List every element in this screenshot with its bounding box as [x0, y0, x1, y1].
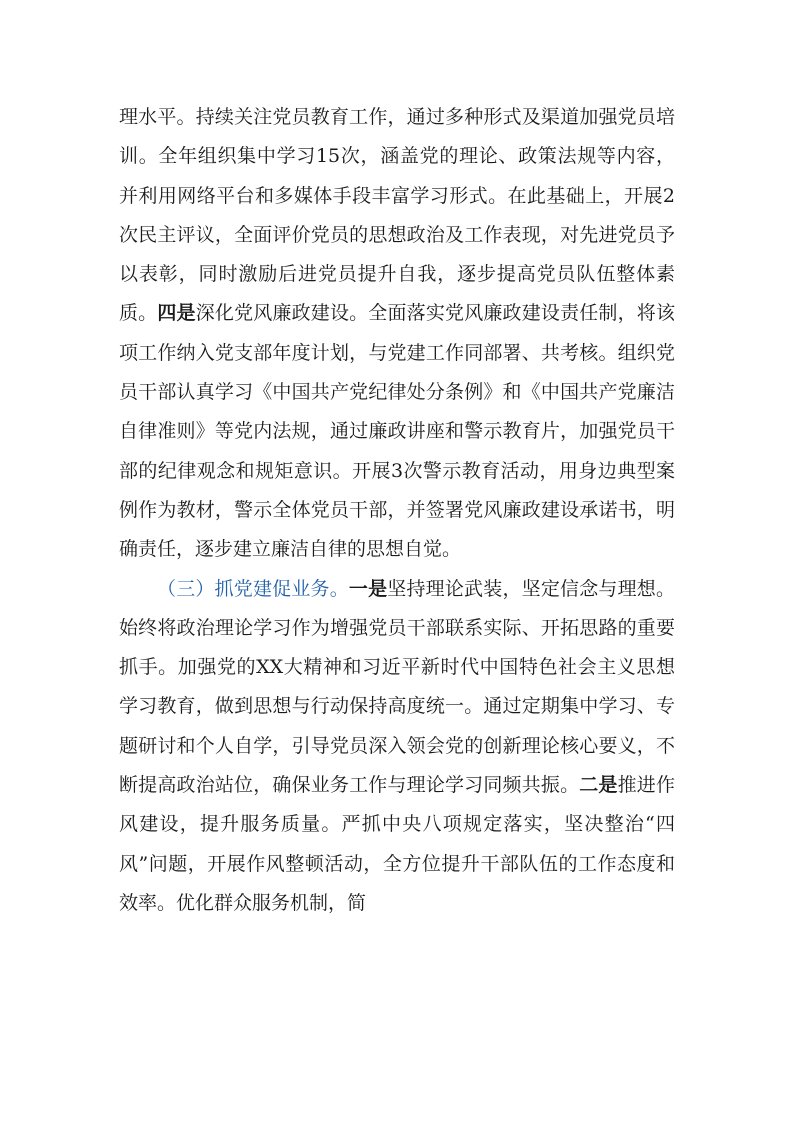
paragraph-2-ordinal-one: 一是	[348, 577, 388, 600]
paragraph-2-ordinal-two: 二是	[579, 774, 618, 797]
paragraph-2	[119, 570, 675, 924]
paragraph-1-text-2: 深化党风廉政建设。全面落实党风廉政建设责任制，将该项工作纳入党支部年度计划，与党建工作同部署、共考核。组织党员干部认真学习《中国共产党纪律处分条例》和《中国共产党廉洁自律准则》等党内法规，通过廉政讲座和警示教育片，加强党员干部的纪律观念和规矩意识。开展3次警示教育活动，用身边典型案例作为教材，警示全体党员干部，并签署党风廉政建设承诺书，明确责任，逐步建立廉洁自律的思想自觉。	[119, 302, 675, 561]
paragraph-1	[119, 98, 675, 570]
paragraph-1-ordinal-four: 四是	[157, 302, 196, 325]
document-body	[119, 98, 675, 923]
section-heading: （三）抓党建促业务。	[157, 577, 349, 600]
paragraph-2-text-1: 坚持理论武装，坚定信念与理想。始终将政治理论学习作为增强党员干部联系实际、开拓思路的重要抓手。加强党的XX大精神和习近平新时代中国特色社会主义思想学习教育，做到思想与行动保持高度统一。通过定期集中学习、专题研讨和个人自学，引导党员深入领会党的创新理论核心要义，不断提高政治站位，确保业务工作与理论学习同频共振。	[119, 577, 675, 797]
paragraph-1-text-1: 理水平。持续关注党员教育工作，通过多种形式及渠道加强党员培训。全年组织集中学习15次，涵盖党的理论、政策法规等内容，并利用网络平台和多媒体手段丰富学习形式。在此基础上，开展2次民主评议，全面评价党员的思想政治及工作表现，对先进党员予以表彰，同时激励后进党员提升自我，逐步提高党员队伍整体素质。	[119, 106, 675, 325]
paragraph-2-text-2: 推进作风建设，提升服务质量。严抓中央八项规定落实，坚决整治“四风”问题，开展作风整顿活动，全方位提升干部队伍的工作态度和效率。优化群众服务机制，简	[119, 774, 675, 914]
